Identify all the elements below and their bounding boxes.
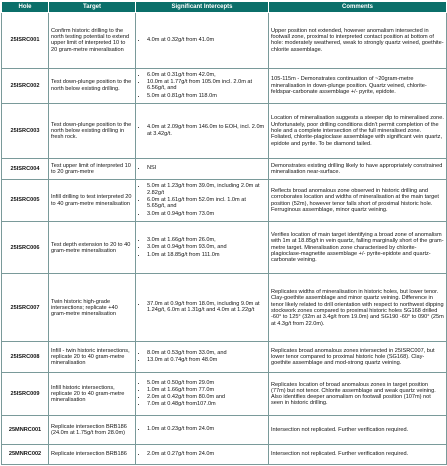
intercept-item: • 1.0m at 0.23g/t from 24.0m bbox=[147, 426, 266, 432]
intercepts-cell bbox=[136, 416, 269, 444]
intercepts-cell bbox=[136, 222, 269, 274]
target-cell: Confirm historic drilling to the north testing potential to extend upper limit of interpreted 10 to 20 gram-metre mineralisation bbox=[49, 13, 136, 69]
target-cell: Replicate intersection BRB186 (24.0m at 1.75g/t from 28.0m) bbox=[49, 416, 136, 444]
table-row bbox=[2, 159, 447, 179]
target-cell: Test upper limit of interpreted 10 to 20 gram-metre bbox=[49, 159, 136, 179]
intercept-item: • 1.0m at 18.85g/t from 111.0m bbox=[147, 252, 266, 258]
intercept-item: • 6.0m at 0.31g/t from 42.0m, bbox=[147, 72, 266, 78]
header-intercepts: Significant Intercepts bbox=[136, 2, 269, 13]
hole-id-cell: 25ISRC002 bbox=[2, 68, 49, 103]
hole-id-cell: 25ISRC005 bbox=[2, 179, 49, 221]
header-row bbox=[2, 2, 447, 13]
hole-id-cell: 25MNRC001 bbox=[2, 416, 49, 444]
intercepts-cell bbox=[136, 103, 269, 159]
intercepts-list bbox=[138, 350, 266, 364]
comments-cell: Demonstrates existing drilling likely to have appropriately constrained mineralisation near-surface. bbox=[269, 159, 447, 179]
intercept-item: • 3.0m at 0.94g/t from 73.0m bbox=[147, 211, 266, 217]
header-comments: Comments bbox=[269, 2, 447, 13]
table-row bbox=[2, 222, 447, 274]
table-row bbox=[2, 373, 447, 416]
intercepts-cell bbox=[136, 13, 269, 69]
intercept-item: • 37.0m at 0.9g/t from 18.0m, including 9.0m at 1.24g/t, 6.0m at 1.31g/t and 4.0m at 1.22g/t bbox=[147, 301, 266, 314]
intercept-item: • NSI bbox=[147, 165, 266, 171]
intercepts-cell bbox=[136, 444, 269, 464]
hole-id-cell: 25ISRC007 bbox=[2, 274, 49, 342]
hole-id-cell: 25MNRC002 bbox=[2, 444, 49, 464]
target-cell: Infill historic intersections, replicate 20 to 40 gram-metre mineralisation bbox=[49, 373, 136, 416]
intercepts-cell bbox=[136, 159, 269, 179]
comments-cell: Verifies location of main target identifying a broad zone of anomalism with 1m at 18.85g/t in vein quartz, falling marginally short of the gram-metre target. Mineralisation zone characterised by chlorite-plagioclase-magnetite assemblage +/- pyrite-epidote and quartz-carbonate veining. bbox=[269, 222, 447, 274]
hole-id-cell: 25ISRC003 bbox=[2, 103, 49, 159]
intercept-item: • 10.0m at 1.77g/t from 105.0m incl. 2.0m at 6.56g/t, and bbox=[147, 79, 266, 92]
intercepts-list bbox=[138, 451, 266, 457]
intercepts-list bbox=[138, 72, 266, 99]
intercept-item: • 5.0m at 0.50g/t from 29.0m bbox=[147, 380, 266, 386]
comments-cell: Upper position not extended, however anomalism intersected in footwall zone, proximal to interpreted contact position at bottom of hole: moderately weathered, weak to strongly quartz veined, goethite-chlorite assemblage. bbox=[269, 13, 447, 69]
intercepts-cell bbox=[136, 68, 269, 103]
comments-cell: Intersection not replicated. Further verification required. bbox=[269, 416, 447, 444]
target-cell: Infill - twin historic intersections, replicate 20 to 40 gram-metre mineralisation bbox=[49, 342, 136, 373]
intercepts-cell bbox=[136, 274, 269, 342]
table-row bbox=[2, 103, 447, 159]
hole-id-cell: 25ISRC008 bbox=[2, 342, 49, 373]
intercepts-list bbox=[138, 380, 266, 408]
intercepts-list bbox=[138, 124, 266, 137]
hole-id-cell: 25ISRC001 bbox=[2, 13, 49, 69]
comments-cell: Location of mineralisation suggests a steeper dip to mineralised zone. Unfortunately, poor drilling conditions didn't permit completion of the hole and a complete intersection of the full mineralised zone. Foliated, chlorite-plagioclase assemblage with significant vein quartz, epidote and pyrite. To be diamond tailed. bbox=[269, 103, 447, 159]
target-cell: Replicate intersection BRB186 bbox=[49, 444, 136, 464]
comments-cell: Replicates broad anomalous zones intersected in 25ISRC007, but lower tenor compared to proximal historic hole (SG168). Clay-goethite assemblage and mod-strong quartz veining. bbox=[269, 342, 447, 373]
intercepts-list bbox=[138, 301, 266, 314]
intercept-item: • 1.0m at 1.66g/t from 77.0m bbox=[147, 387, 266, 393]
table-row bbox=[2, 179, 447, 221]
target-cell: Test down-plunge position to the north below existing drilling. bbox=[49, 68, 136, 103]
intercept-item: • 3.0m at 1.66g/t from 26.0m, bbox=[147, 237, 266, 243]
intercept-item: • 4.0m at 2.09g/t from 146.0m to EOH, incl. 2.0m at 3.42g/t. bbox=[147, 124, 266, 137]
hole-id-cell: 25ISRC006 bbox=[2, 222, 49, 274]
table-row bbox=[2, 444, 447, 464]
table-row bbox=[2, 342, 447, 373]
table-row bbox=[2, 274, 447, 342]
target-cell: Twin historic high-grade intersections; replicate +40 gram-metre mineralisation bbox=[49, 274, 136, 342]
intercepts-list bbox=[138, 165, 266, 171]
intercepts-list bbox=[138, 237, 266, 258]
comments-cell: Replicates widths of mineralisation in historic holes, but lower tenor. Clay-goethite assemblage and minor quartz veining. Difference in tenor likely related to drill orientation with respect to northwest dipping stockwork zones compared to proximal historic holes SG168 drilled -60° to 125° (32m at 3.4g/t from 19.0m) and SG190 -60° to 090° (25m at 4.3g/t from 22.0m). bbox=[269, 274, 447, 342]
intercepts-cell bbox=[136, 373, 269, 416]
intercepts-cell bbox=[136, 179, 269, 221]
intercept-item: • 2.0m at 0.42g/t from 80.0m and bbox=[147, 394, 266, 400]
header-target: Target bbox=[49, 2, 136, 13]
intercept-item: • 6.0m at 1.61g/t from 52.0m incl. 1.0m at 5.65g/t, and bbox=[147, 197, 266, 210]
intercept-item: • 3.0m at 0.94g/t from 93.0m, and bbox=[147, 244, 266, 250]
intercept-item: • 8.0m at 0.53g/t from 33.0m, and bbox=[147, 350, 266, 356]
hole-id-cell: 25ISRC004 bbox=[2, 159, 49, 179]
target-cell: Test depth extension to 20 to 40 gram-metre mineralisation bbox=[49, 222, 136, 274]
intercept-item: • 5.0m at 0.81g/t from 118.0m bbox=[147, 93, 266, 99]
table-row bbox=[2, 68, 447, 103]
intercepts-cell bbox=[136, 342, 269, 373]
comments-cell: Intersection not replicated. Further verification required. bbox=[269, 444, 447, 464]
intercept-item: • 2.0m at 0.27g/t from 24.0m bbox=[147, 451, 266, 457]
target-cell: Infill drilling to test interpreted 20 to 40 gram-metre mineralisation bbox=[49, 179, 136, 221]
table-body bbox=[2, 13, 447, 465]
intercept-item: • 5.0m at 1.23g/t from 39.0m, including 2.0m at 2.82g/t bbox=[147, 183, 266, 196]
drill-results-table bbox=[1, 1, 447, 465]
table-row bbox=[2, 13, 447, 69]
intercept-item: • 4.0m at 0.32g/t from 41.0m bbox=[147, 37, 266, 43]
intercept-item: • 13.0m at 0.74g/t from 48.0m bbox=[147, 357, 266, 363]
intercept-item: • 7.0m at 0.48g/t from107.0m bbox=[147, 401, 266, 407]
comments-cell: Replicates location of broad anomalous zones in target position (77m) but not tenor. Chlorite assemblage and weak quartz veining. Also identifies deeper anomalism on footwall position (107m) not seen in historic drilling. bbox=[269, 373, 447, 416]
table-row bbox=[2, 416, 447, 444]
comments-cell: Reflects broad anomalous zone observed in historic drilling and corroborates location and widths of mineralisation at the main target position (52m), however tenor falls short of proximal historic hole. Ferruginous assemblage, minor quartz veining. bbox=[269, 179, 447, 221]
intercepts-list bbox=[138, 426, 266, 432]
intercepts-list bbox=[138, 183, 266, 216]
hole-id-cell: 25ISRC009 bbox=[2, 373, 49, 416]
comments-cell: 105-115m - Demonstrates continuation of ~20gram-metre mineralisation in down-plunge position. Quartz veined, chlorite-feldspar-carbonate assemblage +/- pyrite, epidote. bbox=[269, 68, 447, 103]
intercepts-list bbox=[138, 37, 266, 43]
target-cell: Test down-plunge position to the north below existing drilling in fresh rock. bbox=[49, 103, 136, 159]
header-hole: Hole bbox=[2, 2, 49, 13]
